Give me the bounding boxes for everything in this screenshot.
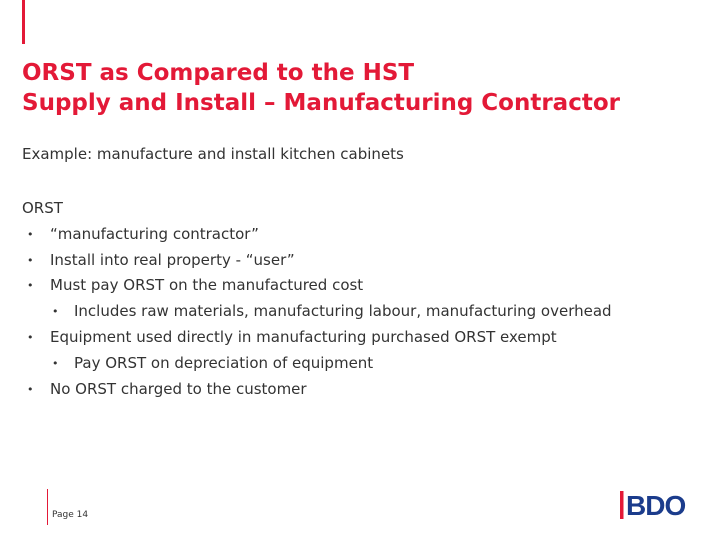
corner-accent-bar bbox=[22, 0, 25, 44]
bullet-text: “manufacturing contractor” bbox=[50, 224, 259, 243]
bullet-icon: • bbox=[27, 227, 34, 241]
example-text: Example: manufacture and install kitchen cabinets bbox=[22, 145, 404, 163]
logo-text: BDO bbox=[626, 490, 686, 521]
footer-accent-line bbox=[47, 489, 48, 525]
bullet-text: No ORST charged to the customer bbox=[50, 379, 307, 398]
bullet-icon: • bbox=[27, 279, 34, 293]
list-item bbox=[22, 222, 612, 248]
bdo-logo bbox=[620, 488, 700, 522]
bullet-text: Pay ORST on depreciation of equipment bbox=[74, 353, 374, 372]
bullet-icon: • bbox=[27, 330, 34, 344]
list-item bbox=[22, 351, 612, 377]
slide-title-line-1: ORST as Compared to the HST bbox=[22, 60, 415, 86]
list-item bbox=[22, 299, 612, 325]
bullet-icon: • bbox=[52, 305, 59, 319]
list-item bbox=[22, 377, 612, 403]
slide-title bbox=[22, 58, 620, 118]
bullet-icon: • bbox=[27, 253, 34, 267]
slide-title-line-2: Supply and Install – Manufacturing Contractor bbox=[22, 90, 620, 116]
bullet-list bbox=[22, 222, 612, 403]
logo-accent-bar bbox=[620, 491, 624, 519]
bullet-text: Equipment used directly in manufacturing purchased ORST exempt bbox=[50, 327, 557, 346]
list-item bbox=[22, 325, 612, 351]
section-heading: ORST bbox=[22, 199, 63, 217]
page-number: Page 14 bbox=[52, 510, 89, 520]
bullet-text: Must pay ORST on the manufactured cost bbox=[50, 276, 364, 295]
bullet-icon: • bbox=[52, 356, 59, 370]
content-body bbox=[22, 196, 612, 402]
bullet-text: Install into real property - “user” bbox=[50, 250, 295, 269]
bullet-icon: • bbox=[27, 382, 34, 396]
list-item bbox=[22, 248, 612, 274]
bullet-text: Includes raw materials, manufacturing labour, manufacturing overhead bbox=[74, 302, 612, 321]
list-item bbox=[22, 273, 612, 299]
